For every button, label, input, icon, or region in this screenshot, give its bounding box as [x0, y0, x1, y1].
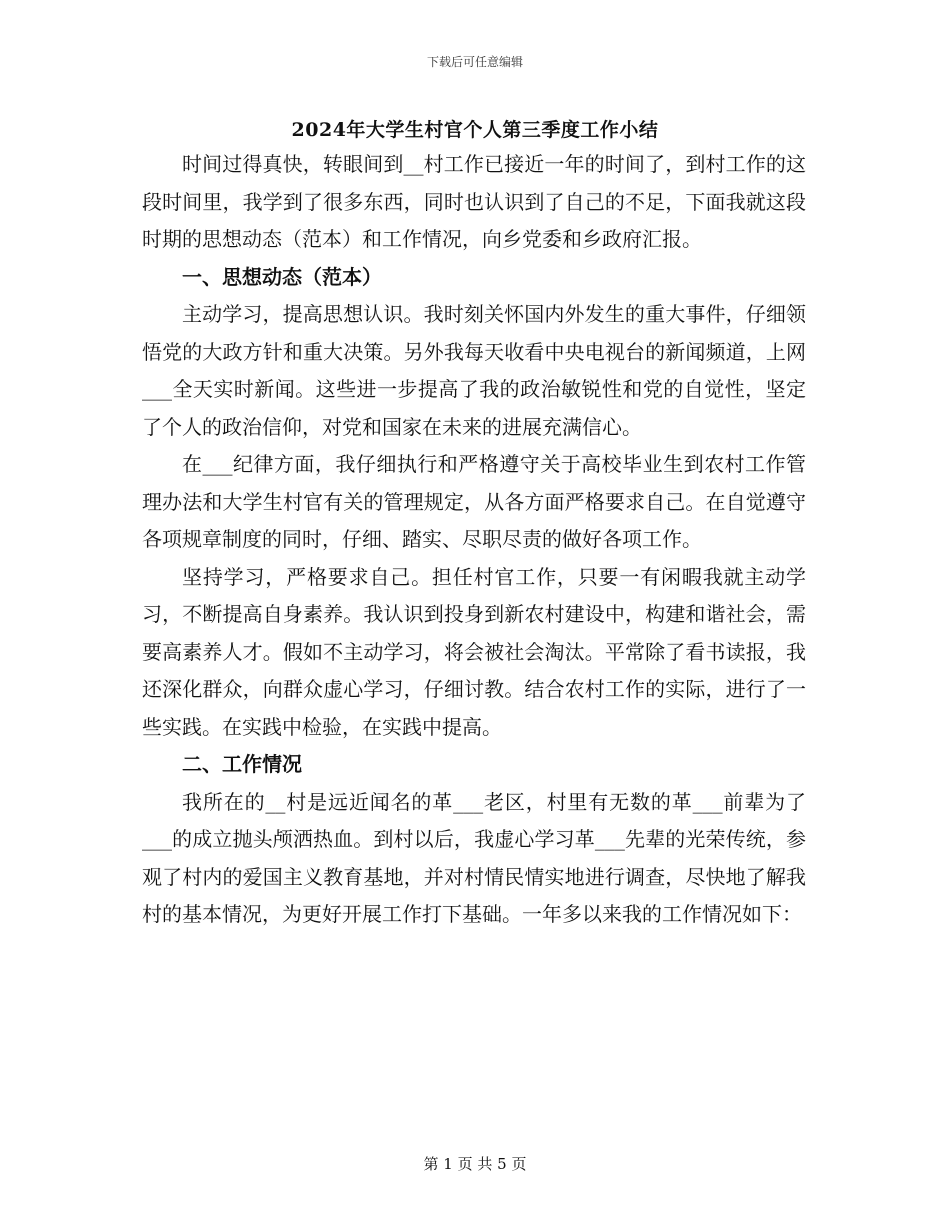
page-number: 第 1 页 共 5 页 — [423, 1155, 527, 1173]
section-heading-work: 二、工作情况 — [182, 752, 302, 776]
document-title: 2024年大学生村官个人第三季度工作小结 — [291, 119, 659, 141]
document-body — [142, 146, 806, 934]
intro-paragraph: 时间过得真快，转眼间到__村工作已接近一年的时间了，到村工作的这段时间里，我学到了很多东西，同时也认识到了自己的不足，下面我就这段时期的思想动态（范本）和工作情况，向乡党委和乡政府汇报。 — [142, 152, 806, 251]
download-note: 下载后可任意编辑 — [426, 55, 523, 69]
body-paragraph: 在___纪律方面，我仔细执行和严格遵守关于高校毕业生到农村工作管理办法和大学生村官有关的管理规定，从各方面严格要求自己。在自觉遵守各项规章制度的同时，仔细、踏实、尽职尽责的做好各项工作。 — [142, 452, 806, 551]
body-paragraph: 主动学习，提高思想认识。我时刻关怀国内外发生的重大事件，仔细领悟党的大政方针和重大决策。另外我每天收看中央电视台的新闻频道，上网___全天实时新闻。这些进一步提高了我的政治敏锐性和党的自觉性，坚定了个人的政治信仰，对党和国家在未来的进展充满信心。 — [142, 302, 806, 439]
section-heading-thoughts: 一、思想动态（范本） — [182, 264, 382, 289]
body-paragraph: 我所在的__村是远近闻名的革___老区，村里有无数的革___前辈为了___的成立抛头颅洒热血。到村以后，我虚心学习革___先辈的光荣传统，参观了村内的爱国主义教育基地，并对村情民情实地进行调查，尽快地了解我村的基本情况，为更好开展工作打下基础。一年多以来我的工作情况如下： — [142, 789, 806, 926]
body-paragraph: 坚持学习，严格要求自己。担任村官工作，只要一有闲暇我就主动学习，不断提高自身素养。我认识到投身到新农村建设中，构建和谐社会，需要高素养人才。假如不主动学习，将会被社会淘汰。平常除了看书读报，我还深化群众，向群众虚心学习，仔细讨教。结合农村工作的实际，进行了一些实践。在实践中检验，在实践中提高。 — [142, 564, 806, 739]
